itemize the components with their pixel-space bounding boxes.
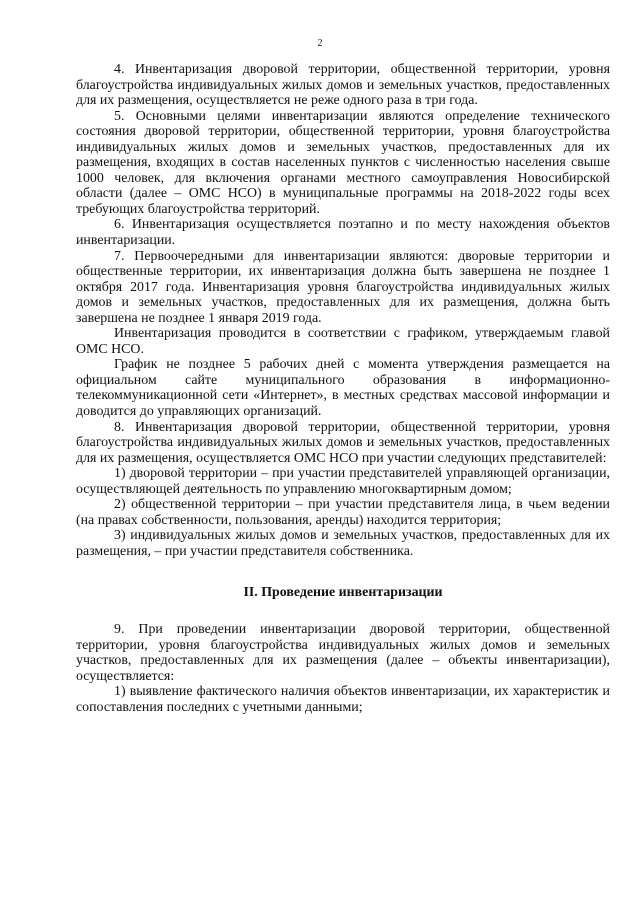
page-number: 2 (317, 38, 323, 49)
paragraph-schedule-publication: График не позднее 5 рабочих дней с момента утверждения размещается на официальном сайте муниципального образования в информационно-телекоммуникационной сети «Интернет», в местных средствах массовой информации и доводится до управляющих организаций. (76, 357, 610, 420)
list-item-9-1: 1) выявление фактического наличия объектов инвентаризации, их характеристик и сопоставления последних с учетными данными; (76, 684, 610, 715)
paragraph-8: 8. Инвентаризация дворовой территории, общественной территории, уровня благоустройства индивидуальных жилых домов и земельных участков, предоставленных для их размещения, осуществляется ОМС НСО при участии следующих представителей: (76, 419, 610, 466)
paragraph-4: 4. Инвентаризация дворовой территории, общественной территории, уровня благоустройства индивидуальных жилых домов и земельных участков, предоставленных для их размещения, осуществляется не реже одного раза в три года. (76, 62, 610, 109)
document-body (76, 62, 610, 715)
section-heading: II. Проведение инвентаризации (243, 584, 443, 600)
list-item-2: 2) общественной территории – при участии представителя лица, в чьем ведении (на правах собственности, пользования, аренды) находится территория; (76, 497, 610, 528)
list-item-3: 3) индивидуальных жилых домов и земельных участков, предоставленных для их размещения, – при участии представителя собственника. (76, 528, 610, 559)
paragraph-schedule: Инвентаризация проводится в соответствии с графиком, утверждаемым главой ОМС НСО. (76, 326, 610, 357)
list-item-1: 1) дворовой территории – при участии представителей управляющей организации, осуществляющей деятельность по управлению многоквартирным домом; (76, 466, 610, 497)
paragraph-5: 5. Основными целями инвентаризации являются определение технического состояния дворовой территории, общественной территории, уровня благоустройства индивидуальных жилых домов и земельных участков, предоставленных для их размещения, входящих в состав населенных пунктов с численностью населения свыше 1000 человек, для включения органами местного самоуправления Новосибирской области (далее – ОМС НСО) в муниципальные программы на 2018-2022 годы всех требующих благоустройства территорий. (76, 108, 610, 217)
paragraph-6: 6. Инвентаризация осуществляется поэтапно и по месту нахождения объектов инвентаризации. (76, 217, 610, 249)
paragraph-9: 9. При проведении инвентаризации дворовой территории, общественной территории, уровня благоустройства индивидуальных жилых домов и земельных участков, предоставленных для их размещения (далее – объекты инвентаризации), осуществляется: (76, 622, 610, 684)
paragraph-7: 7. Первоочередными для инвентаризации являются: дворовые территории и общественные территории, их инвентаризация должна быть завершена не позднее 1 октября 2017 года. Инвентаризация уровня благоустройства индивидуальных жилых домов и земельных участков, предоставленных для их размещения, должна быть завершена не позднее 1 января 2019 года. (76, 248, 610, 326)
